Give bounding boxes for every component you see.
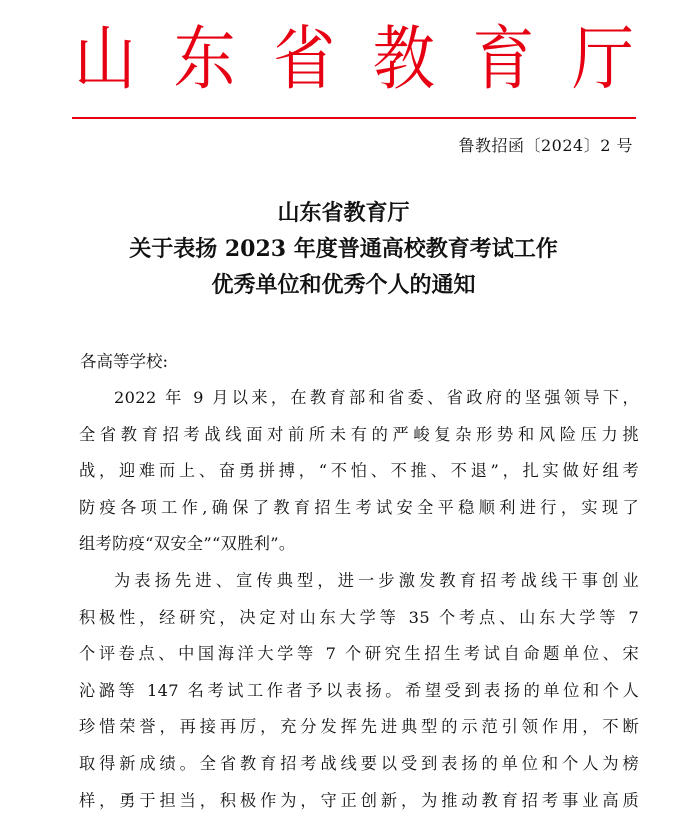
document-number: 鲁教招函〔2024〕2 号 bbox=[458, 136, 633, 155]
body-line: 珍惜荣誉，再接再厉，充分发挥先进典型的示范引领作用，不断 bbox=[79, 717, 639, 737]
body-line: 组考防疫“双安全”“双胜利”。 bbox=[79, 534, 296, 554]
letterhead-char: 省 bbox=[273, 17, 336, 100]
letterhead-char: 山 bbox=[73, 17, 136, 100]
body-line: 为表扬先进、宣传典型，进一步激发教育招考战线干事创业 bbox=[114, 570, 639, 590]
document-title bbox=[40, 195, 647, 303]
letterhead-title bbox=[72, 17, 636, 100]
letterhead-divider bbox=[72, 117, 636, 119]
title-line-3: 优秀单位和优秀个人的通知 bbox=[211, 272, 476, 298]
body-line: 战，迎难而上、奋勇拼搏，“不怕、不推、不退”，扎实做好组考 bbox=[79, 461, 639, 481]
letterhead-char: 厅 bbox=[571, 17, 634, 100]
letterhead-char: 教 bbox=[372, 17, 435, 100]
body-line: 样，勇于担当，积极作为，守正创新，为推动教育招考事业高质 bbox=[79, 790, 639, 810]
body-line: 2022 年 9 月以来，在教育部和省委、省政府的坚强领导下， bbox=[114, 388, 639, 407]
salutation: 各高等学校: bbox=[80, 352, 169, 371]
body-line: 积极性，经研究，决定对山东大学等 35 个考点、山东大学等 7 bbox=[79, 607, 639, 627]
body-line: 取得新成绩。全省教育招考战线要以受到表扬的单位和个人为榜 bbox=[79, 753, 639, 773]
document-body bbox=[79, 380, 639, 819]
body-line: 全省教育招考战线面对前所未有的严峻复杂形势和风险压力挑 bbox=[79, 424, 639, 444]
body-line: 沁潞等 147 名考试工作者予以表扬。希望受到表扬的单位和个人 bbox=[79, 680, 639, 700]
title-line-2: 关于表扬 2023 年度普通高校教育考试工作 bbox=[129, 236, 558, 262]
body-line: 防疫各项工作,确保了教育招生考试安全平稳顺利进行，实现了 bbox=[79, 497, 639, 517]
letterhead-char: 育 bbox=[472, 17, 535, 100]
body-line: 个评卷点、中国海洋大学等 7 个研究生招生考试自命题单位、宋 bbox=[79, 644, 639, 664]
title-line-1: 山东省教育厅 bbox=[277, 200, 410, 226]
letterhead-char: 东 bbox=[173, 17, 236, 100]
